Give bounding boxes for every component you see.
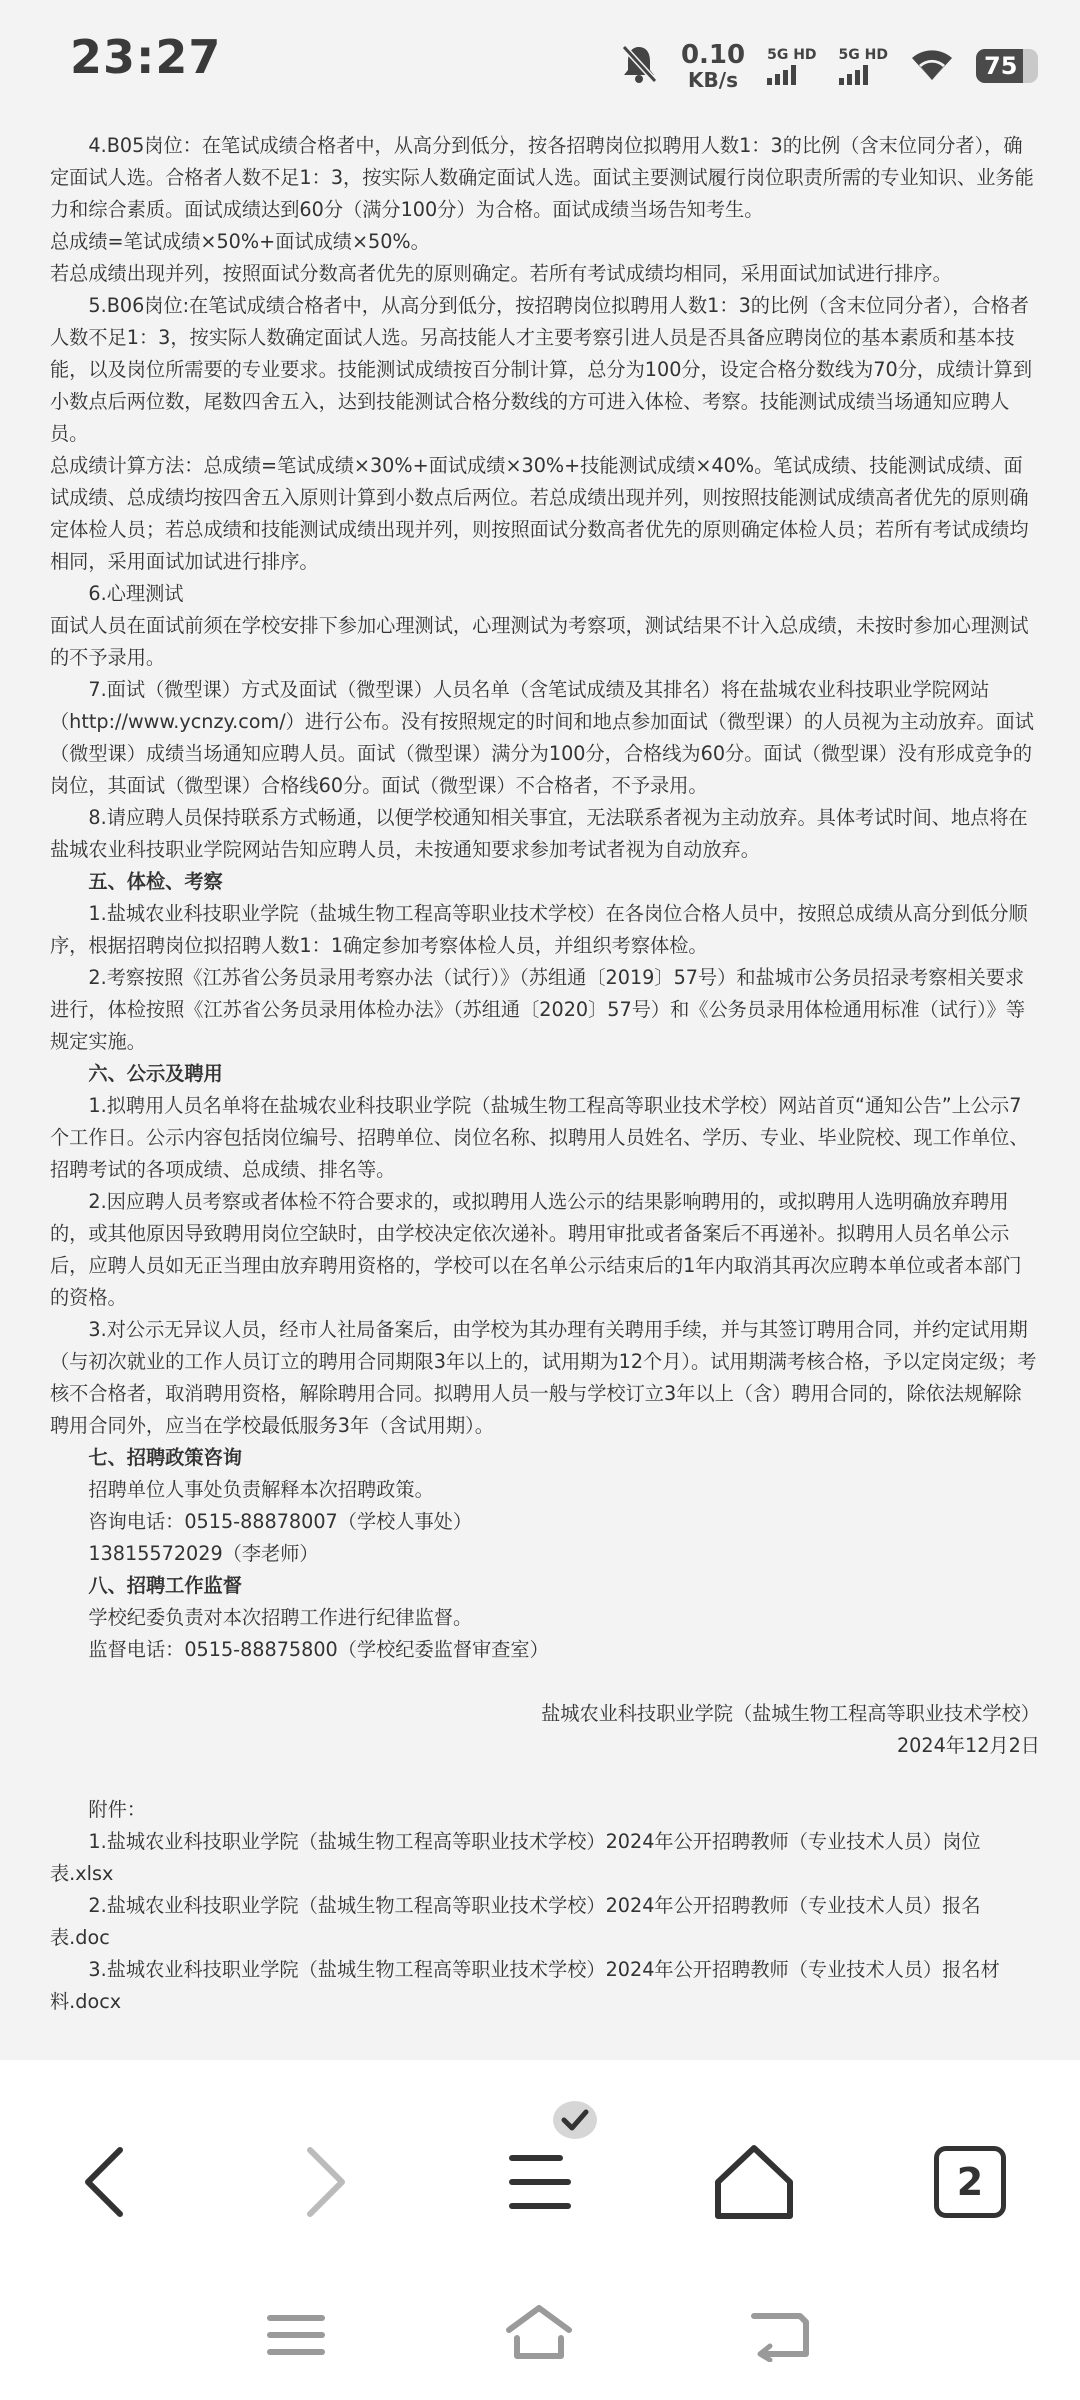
signal-bars-icon (767, 65, 796, 85)
paragraph: 咨询电话：0515-88878007（学校人事处） (88, 1510, 473, 1533)
system-back-icon (748, 2306, 812, 2362)
home-icon (712, 2142, 796, 2222)
wifi-icon (910, 46, 954, 86)
system-back-button[interactable] (748, 2306, 812, 2362)
paragraph: 2.考察按照《江苏省公务员录用考察办法（试行）》（苏组通〔2019〕57号）和盐城市公务员招录考察相关要求进行，体检按照《江苏省公务员录用体检办法》（苏组通〔2020〕57号）和《公务员录用体检通用标准（试行）》等规定实施。 (50, 966, 1026, 1053)
paragraph: 5.B06岗位:在笔试成绩合格者中，从高分到低分，按招聘岗位拟聘用人数1：3的比例（含末位同分者），合格者人数不足1：3，按实际人数确定面试人选。另高技能人才主要考察引进人员是否具备应聘岗位的基本素质和基本技能，以及岗位所需要的专业要求。技能测试成绩按百分制计算，总分为100分，设定合格分数线为70分，成绩计算到小数点后两位数，尾数四舍五入，达到技能测试合格分数线的方可进入体检、考察。技能测试成绩当场通知应聘人员。 (50, 294, 1033, 445)
paragraph: 3.盐城农业科技职业学院（盐城生物工程高等职业技术学校）2024年公开招聘教师（专业技术人员）报名材料.docx (50, 1958, 1000, 2013)
section-heading: 六、公示及聘用 (88, 1062, 223, 1085)
menu-button[interactable] (492, 2134, 588, 2230)
clock: 23:27 (70, 30, 222, 84)
paragraph: 8.请应聘人员保持联系方式畅通，以便学校通知相关事宜，无法联系者视为主动放弃。具体考试时间、地点将在盐城农业科技职业学院网站告知应聘人员，未按通知要求参加考试者视为自动放弃。 (50, 806, 1028, 861)
tabs-button[interactable] (922, 2134, 1018, 2230)
status-icons (619, 38, 1038, 94)
system-home-icon (503, 2302, 575, 2362)
paragraph: 附件： (88, 1798, 146, 1821)
paragraph: 盐城农业科技职业学院（盐城生物工程高等职业技术学校） (541, 1702, 1040, 1725)
signal-bars-icon (839, 65, 868, 85)
network-speed-unit: KB/s (688, 68, 738, 92)
sim2-signal (839, 48, 888, 85)
mute-bell-icon (619, 43, 659, 89)
paragraph: 1.盐城农业科技职业学院（盐城生物工程高等职业技术学校）2024年公开招聘教师（专业技术人员）岗位表.xlsx (50, 1830, 981, 1885)
paragraph: 总成绩计算方法：总成绩=笔试成绩×30%+面试成绩×30%+技能测试成绩×40%。笔试成绩、技能测试成绩、面试成绩、总成绩均按四舍五入原则计算到小数点后两位。若总成绩出现并列，则按照技能测试成绩高者优先的原则确定体检人员；若总成绩和技能测试成绩出现并列，则按照面试分数高者优先的原则确定体检人员；若所有考试成绩均相同，采用面试加试进行排序。 (50, 454, 1029, 573)
paragraph: 4.B05岗位：在笔试成绩合格者中，从高分到低分，按各招聘岗位拟聘用人数1：3的比例（含末位同分者），确定面试人选。合格者人数不足1：3，按实际人数确定面试人选。面试主要测试履行岗位职责所需的专业知识、业务能力和综合素质。面试成绩达到60分（满分100分）为合格。面试成绩当场告知考生。 (50, 134, 1034, 221)
spacer (50, 1762, 1040, 1794)
section-heading: 八、招聘工作监督 (88, 1574, 242, 1597)
network-speed (681, 42, 745, 90)
system-home-button[interactable] (503, 2302, 575, 2362)
recent-apps-button[interactable] (266, 2310, 326, 2360)
sim1-label: 5G HD (767, 46, 817, 63)
forward-button[interactable] (276, 2134, 372, 2230)
battery-icon (976, 49, 1038, 83)
paragraph: 监督电话：0515-88875800（学校纪委监督审查室） (88, 1638, 549, 1661)
tabs-count: 2 (956, 2160, 984, 2204)
home-button[interactable] (706, 2134, 802, 2230)
paragraph: 7.面试（微型课）方式及面试（微型课）人员名单（含笔试成绩及其排名）将在盐城农业科技职业学院网站（http://www.ycnzy.com/）进行公布。没有按照规定的时间和地点参加面试（微型课）的人员视为主动放弃。面试（微型课）成绩当场通知应聘人员。面试（微型课）满分为100分，合格线为60分。面试（微型课）没有形成竞争的岗位，其面试（微型课）合格线60分。面试（微型课）不合格者，不予录用。 (50, 678, 1034, 797)
chevron-left-icon (76, 2142, 136, 2222)
paragraph: 1.拟聘用人员名单将在盐城农业科技职业学院（盐城生物工程高等职业技术学校）网站首页“通知公告”上公示7个工作日。公示内容包括岗位编号、招聘单位、岗位名称、拟聘用人员姓名、学历、专业、毕业院校、现工作单位、招聘考试的各项成绩、总成绩、排名等。 (50, 1094, 1029, 1181)
paragraph: 2024年12月2日 (896, 1734, 1040, 1757)
network-speed-value: 0.10 (680, 40, 746, 70)
page-content[interactable] (0, 130, 1080, 2060)
sim2-label: 5G HD (838, 46, 888, 63)
paragraph: 3.对公示无异议人员，经市人社局备案后，由学校为其办理有关聘用手续，并与其签订聘用合同，并约定试用期（与初次就业的工作人员订立的聘用合同期限3年以上的，试用期为12个月）。试用期满考核合格，予以定岗定级；考核不合格者，取消聘用资格，解除聘用合同。拟聘用人员一般与学校订立3年以上（含）聘用合同的，除依法规解除聘用合同外，应当在学校最低服务3年（含试用期）。 (50, 1318, 1037, 1437)
system-navigation-bar (0, 2250, 1080, 2400)
section-heading: 五、体检、考察 (88, 870, 223, 893)
paragraph: 面试人员在面试前须在学校安排下参加心理测试，心理测试为考察项，测试结果不计入总成绩，未按时参加心理测试的不予录用。 (50, 614, 1029, 669)
paragraph: 若总成绩出现并列，按照面试分数高者优先的原则确定。若所有考试成绩均相同，采用面试加试进行排序。 (50, 262, 952, 285)
spacer (50, 1666, 1040, 1698)
paragraph: 1.盐城农业科技职业学院（盐城生物工程高等职业技术学校）在各岗位合格人员中，按照总成绩从高分到低分顺序，根据招聘岗位拟招聘人数1：1确定参加考察体检人员，并组织考察体检。 (50, 902, 1028, 957)
paragraph: 2.因应聘人员考察或者体检不符合要求的，或拟聘用人选公示的结果影响聘用的，或拟聘用人选明确放弃聘用的，或其他原因导致聘用岗位空缺时，由学校决定依次递补。聘用审批或者备案后不再递补。拟聘用人员名单公示后，应聘人员如无正当理由放弃聘用资格的，学校可以在名单公示结束后的1年内取消其再次应聘本单位或者本部门的资格。 (50, 1190, 1022, 1309)
sim1-signal (767, 48, 816, 85)
chevron-right-icon (294, 2142, 354, 2222)
announcement-text (50, 130, 1040, 2018)
back-button[interactable] (58, 2134, 154, 2230)
paragraph: 招聘单位人事处负责解释本次招聘政策。 (88, 1478, 434, 1501)
section-heading: 七、招聘政策咨询 (88, 1446, 242, 1469)
browser-toolbar (0, 2060, 1080, 2250)
paragraph: 6.心理测试 (88, 582, 184, 605)
check-badge-icon (552, 2100, 598, 2140)
recent-apps-icon (266, 2310, 326, 2360)
battery-level: 75 (984, 52, 1018, 80)
paragraph: 2.盐城农业科技职业学院（盐城生物工程高等职业技术学校）2024年公开招聘教师（专业技术人员）报名表.doc (50, 1894, 981, 1949)
paragraph: 总成绩=笔试成绩×50%+面试成绩×50%。 (50, 230, 430, 253)
paragraph: 13815572029（李老师） (88, 1542, 319, 1565)
status-bar (0, 0, 1080, 130)
menu-icon (500, 2142, 580, 2222)
paragraph: 学校纪委负责对本次招聘工作进行纪律监督。 (88, 1606, 473, 1629)
tabs-count-box (934, 2146, 1006, 2218)
